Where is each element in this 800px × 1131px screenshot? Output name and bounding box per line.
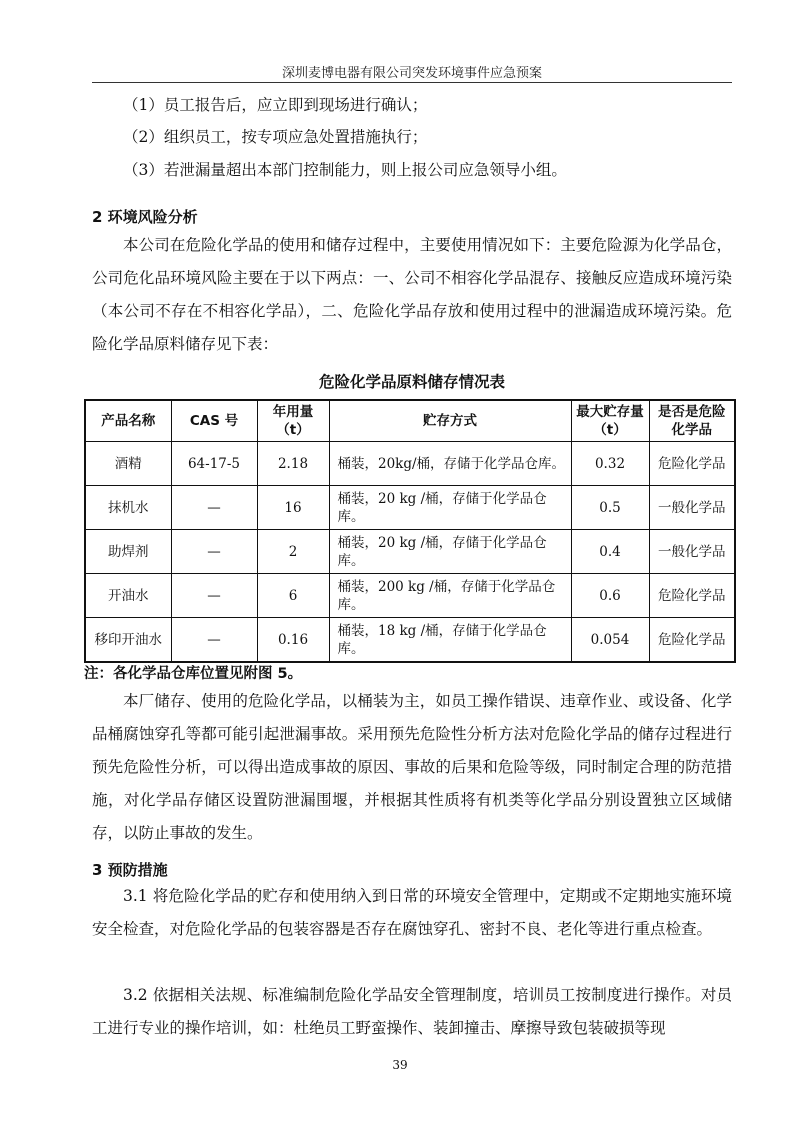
cell-product-name: 移印开油水 [85, 618, 171, 663]
section-3-heading: 3 预防措施 [92, 861, 168, 879]
cell-product-name: 开油水 [85, 574, 171, 618]
col-header-product-name: 产品名称 [85, 400, 171, 442]
cell-max-storage: 0.4 [571, 530, 649, 574]
table-row [85, 530, 735, 574]
cell-storage-method: 桶装，20 kg /桶，存储于化学品仓库。 [329, 530, 571, 574]
cell-cas: — [171, 530, 257, 574]
chemical-storage-table [84, 399, 736, 663]
cell-is-hazardous: 一般化学品 [649, 530, 735, 574]
table-title: 危险化学品原料储存情况表 [318, 373, 505, 391]
risk-analysis-paragraph: 本厂储存、使用的危险化学品，以桶装为主，如员工操作错误、违章作业、或设备、化学品桶腐蚀穿孔等都可能引起泄漏事故。采用预先危险性分析方法对危险化学品的储存过程进行预先危险性分析，可以得出造成事故的原因、事故的后果和危险等级，同时制定合理的防范措施，对化学品存储区设置防泄漏围堰，并根据其性质将有机类等化学品分别设置独立区域储存，以防止事故的发生。 [92, 692, 732, 842]
cell-cas: 64-17-5 [171, 442, 257, 486]
table-header-row [85, 400, 735, 442]
header-divider [92, 82, 732, 83]
table-row [85, 574, 735, 618]
cell-max-storage: 0.32 [571, 442, 649, 486]
col-header-is-hazardous: 是否是危险化学品 [649, 400, 735, 442]
table-note: 注：各化学品仓库位置见附图 5。 [84, 666, 303, 682]
cell-cas: — [171, 574, 257, 618]
cell-max-storage: 0.5 [571, 486, 649, 530]
section-3-item-1: 3.1 将危险化学品的贮存和使用纳入到日常的环境安全管理中，定期或不定期地实施环境安全检查，对危险化学品的包装容器是否存在腐蚀穿孔、密封不良、老化等进行重点检查。 [92, 887, 732, 938]
section-3-item-2: 3.2 依据相关法规、标准编制危险化学品安全管理制度，培训员工按制度进行操作。对员工进行专业的操作培训，如：杜绝员工野蛮操作、装卸撞击、摩擦导致包装破损等现 [92, 986, 732, 1037]
page-header: 深圳麦博电器有限公司突发环境事件应急预案 [281, 66, 542, 81]
cell-product-name: 酒精 [85, 442, 171, 486]
intro-item-2: （2）组织员工，按专项应急处置措施执行； [123, 128, 428, 146]
section-2-heading: 2 环境风险分析 [92, 208, 198, 226]
cell-is-hazardous: 危险化学品 [649, 574, 735, 618]
cell-is-hazardous: 危险化学品 [649, 442, 735, 486]
cell-annual-usage: 2 [257, 530, 329, 574]
col-header-cas: CAS 号 [171, 400, 257, 442]
table-row [85, 486, 735, 530]
cell-annual-usage: 2.18 [257, 442, 329, 486]
cell-annual-usage: 16 [257, 486, 329, 530]
cell-annual-usage: 6 [257, 574, 329, 618]
cell-storage-method: 桶装，20kg/桶，存储于化学品仓库。 [329, 442, 571, 486]
col-header-storage-method: 贮存方式 [329, 400, 571, 442]
section-2-paragraph: 本公司在危险化学品的使用和储存过程中，主要使用情况如下：主要危险源为化学品仓，公司危化品环境风险主要在于以下两点：一、公司不相容化学品混存、接触反应造成环境污染（本公司不存在不相容化学品），二、危险化学品存放和使用过程中的泄漏造成环境污染。危险化学品原料储存见下表： [92, 236, 732, 353]
cell-max-storage: 0.6 [571, 574, 649, 618]
cell-max-storage: 0.054 [571, 618, 649, 663]
cell-storage-method: 桶装，20 kg /桶，存储于化学品仓库。 [329, 486, 571, 530]
cell-product-name: 助焊剂 [85, 530, 171, 574]
table-row [85, 442, 735, 486]
col-header-max-storage: 最大贮存量（t） [571, 400, 649, 442]
cell-is-hazardous: 一般化学品 [649, 486, 735, 530]
cell-is-hazardous: 危险化学品 [649, 618, 735, 663]
cell-cas: — [171, 486, 257, 530]
cell-storage-method: 桶装，200 kg /桶，存储于化学品仓库。 [329, 574, 571, 618]
table-row [85, 618, 735, 663]
intro-item-1: （1）员工报告后，应立即到现场进行确认； [123, 96, 428, 114]
intro-item-3: （3）若泄漏量超出本部门控制能力，则上报公司应急领导小组。 [123, 161, 567, 179]
cell-annual-usage: 0.16 [257, 618, 329, 663]
col-header-annual-usage: 年用量（t） [257, 400, 329, 442]
cell-cas: — [171, 618, 257, 663]
cell-product-name: 抹机水 [85, 486, 171, 530]
cell-storage-method: 桶装，18 kg /桶，存储于化学品仓库。 [329, 618, 571, 663]
page-number: 39 [392, 1058, 408, 1072]
